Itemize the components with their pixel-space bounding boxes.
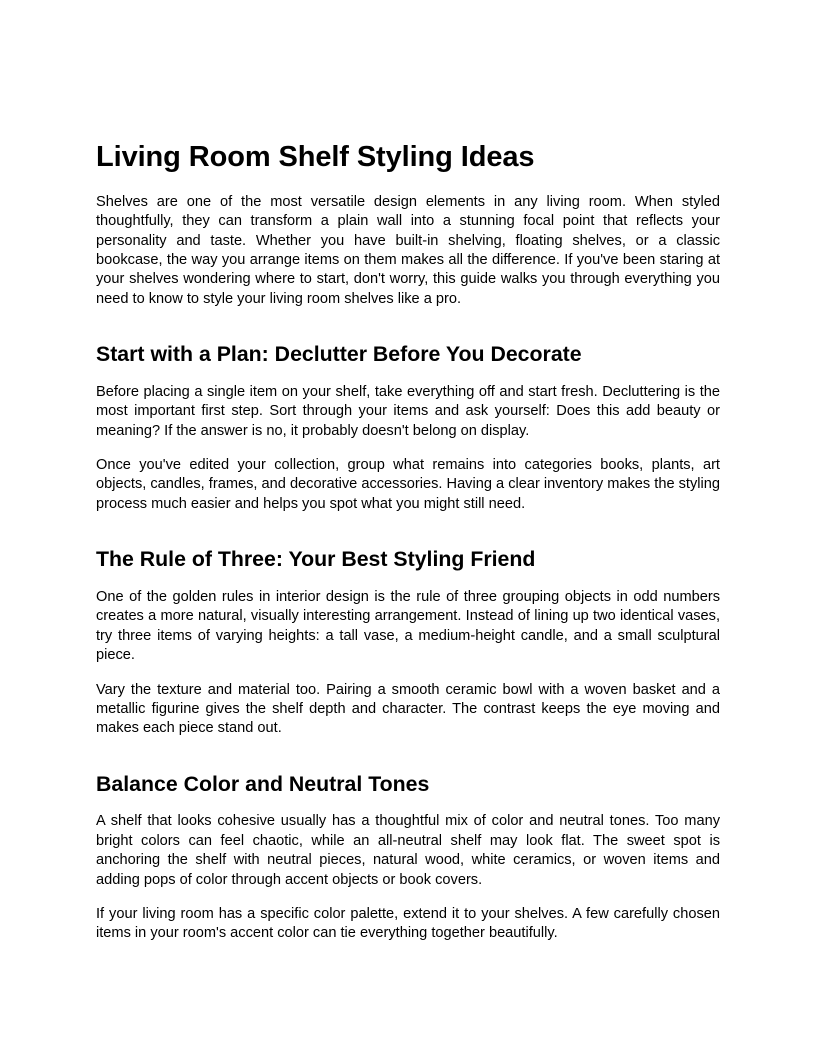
- section-declutter: [96, 341, 720, 514]
- page-title: Living Room Shelf Styling Ideas: [96, 141, 535, 173]
- section-heading: The Rule of Three: Your Best Styling Friend: [96, 547, 536, 572]
- section-heading: Start with a Plan: Declutter Before You Decorate: [96, 342, 582, 367]
- section-paragraph: Vary the texture and material too. Pairing a smooth ceramic bowl with a woven basket and a metallic figurine gives the shelf depth and character. The contrast keeps the eye moving and makes each piece stand out.: [96, 681, 720, 737]
- intro-paragraph: Shelves are one of the most versatile design elements in any living room. When styled thoughtfully, they can transform a plain wall into a stunning focal point that reflects your personality and taste. Whether you have built-in shelving, floating shelves, or a classic bookcase, the way you arrange items on them makes all the difference. If you've been staring at your shelves wondering where to start, don't worry, this guide walks you through everything you need to know to style your living room shelves like a pro.: [96, 193, 720, 307]
- section-paragraph: A shelf that looks cohesive usually has a thoughtful mix of color and neutral tones. Too many bright colors can feel chaotic, while an all-neutral shelf may look flat. The sweet spot is anchoring the shelf with neutral pieces, natural wood, white ceramics, or woven items and adding pops of color through accent objects or book covers.: [96, 813, 720, 888]
- section-color-balance: [96, 771, 720, 944]
- section-paragraph: Once you've edited your collection, group what remains into categories books, plants, art objects, candles, frames, and decorative accessories. Having a clear inventory makes the styling process much easier and helps you spot what you might still need.: [96, 457, 720, 512]
- section-paragraph: Before placing a single item on your shelf, take everything off and start fresh. Decluttering is the most important first step. Sort through your items and ask yourself: Does this add beauty or meaning? If the answer is no, it probably doesn't belong on display.: [96, 383, 720, 439]
- document-page: [96, 140, 720, 944]
- section-heading: Balance Color and Neutral Tones: [96, 771, 430, 796]
- section-rule-of-three: [96, 546, 720, 738]
- section-paragraph: If your living room has a specific color palette, extend it to your shelves. A few carefully chosen items in your room's accent color can tie everything together beautifully.: [96, 905, 720, 942]
- section-paragraph: One of the golden rules in interior design is the rule of three grouping objects in odd numbers creates a more natural, visually interesting arrangement. Instead of lining up two identical vases, try three items of varying heights: a tall vase, a medium-height candle, and a small sculptural piece.: [96, 588, 720, 664]
